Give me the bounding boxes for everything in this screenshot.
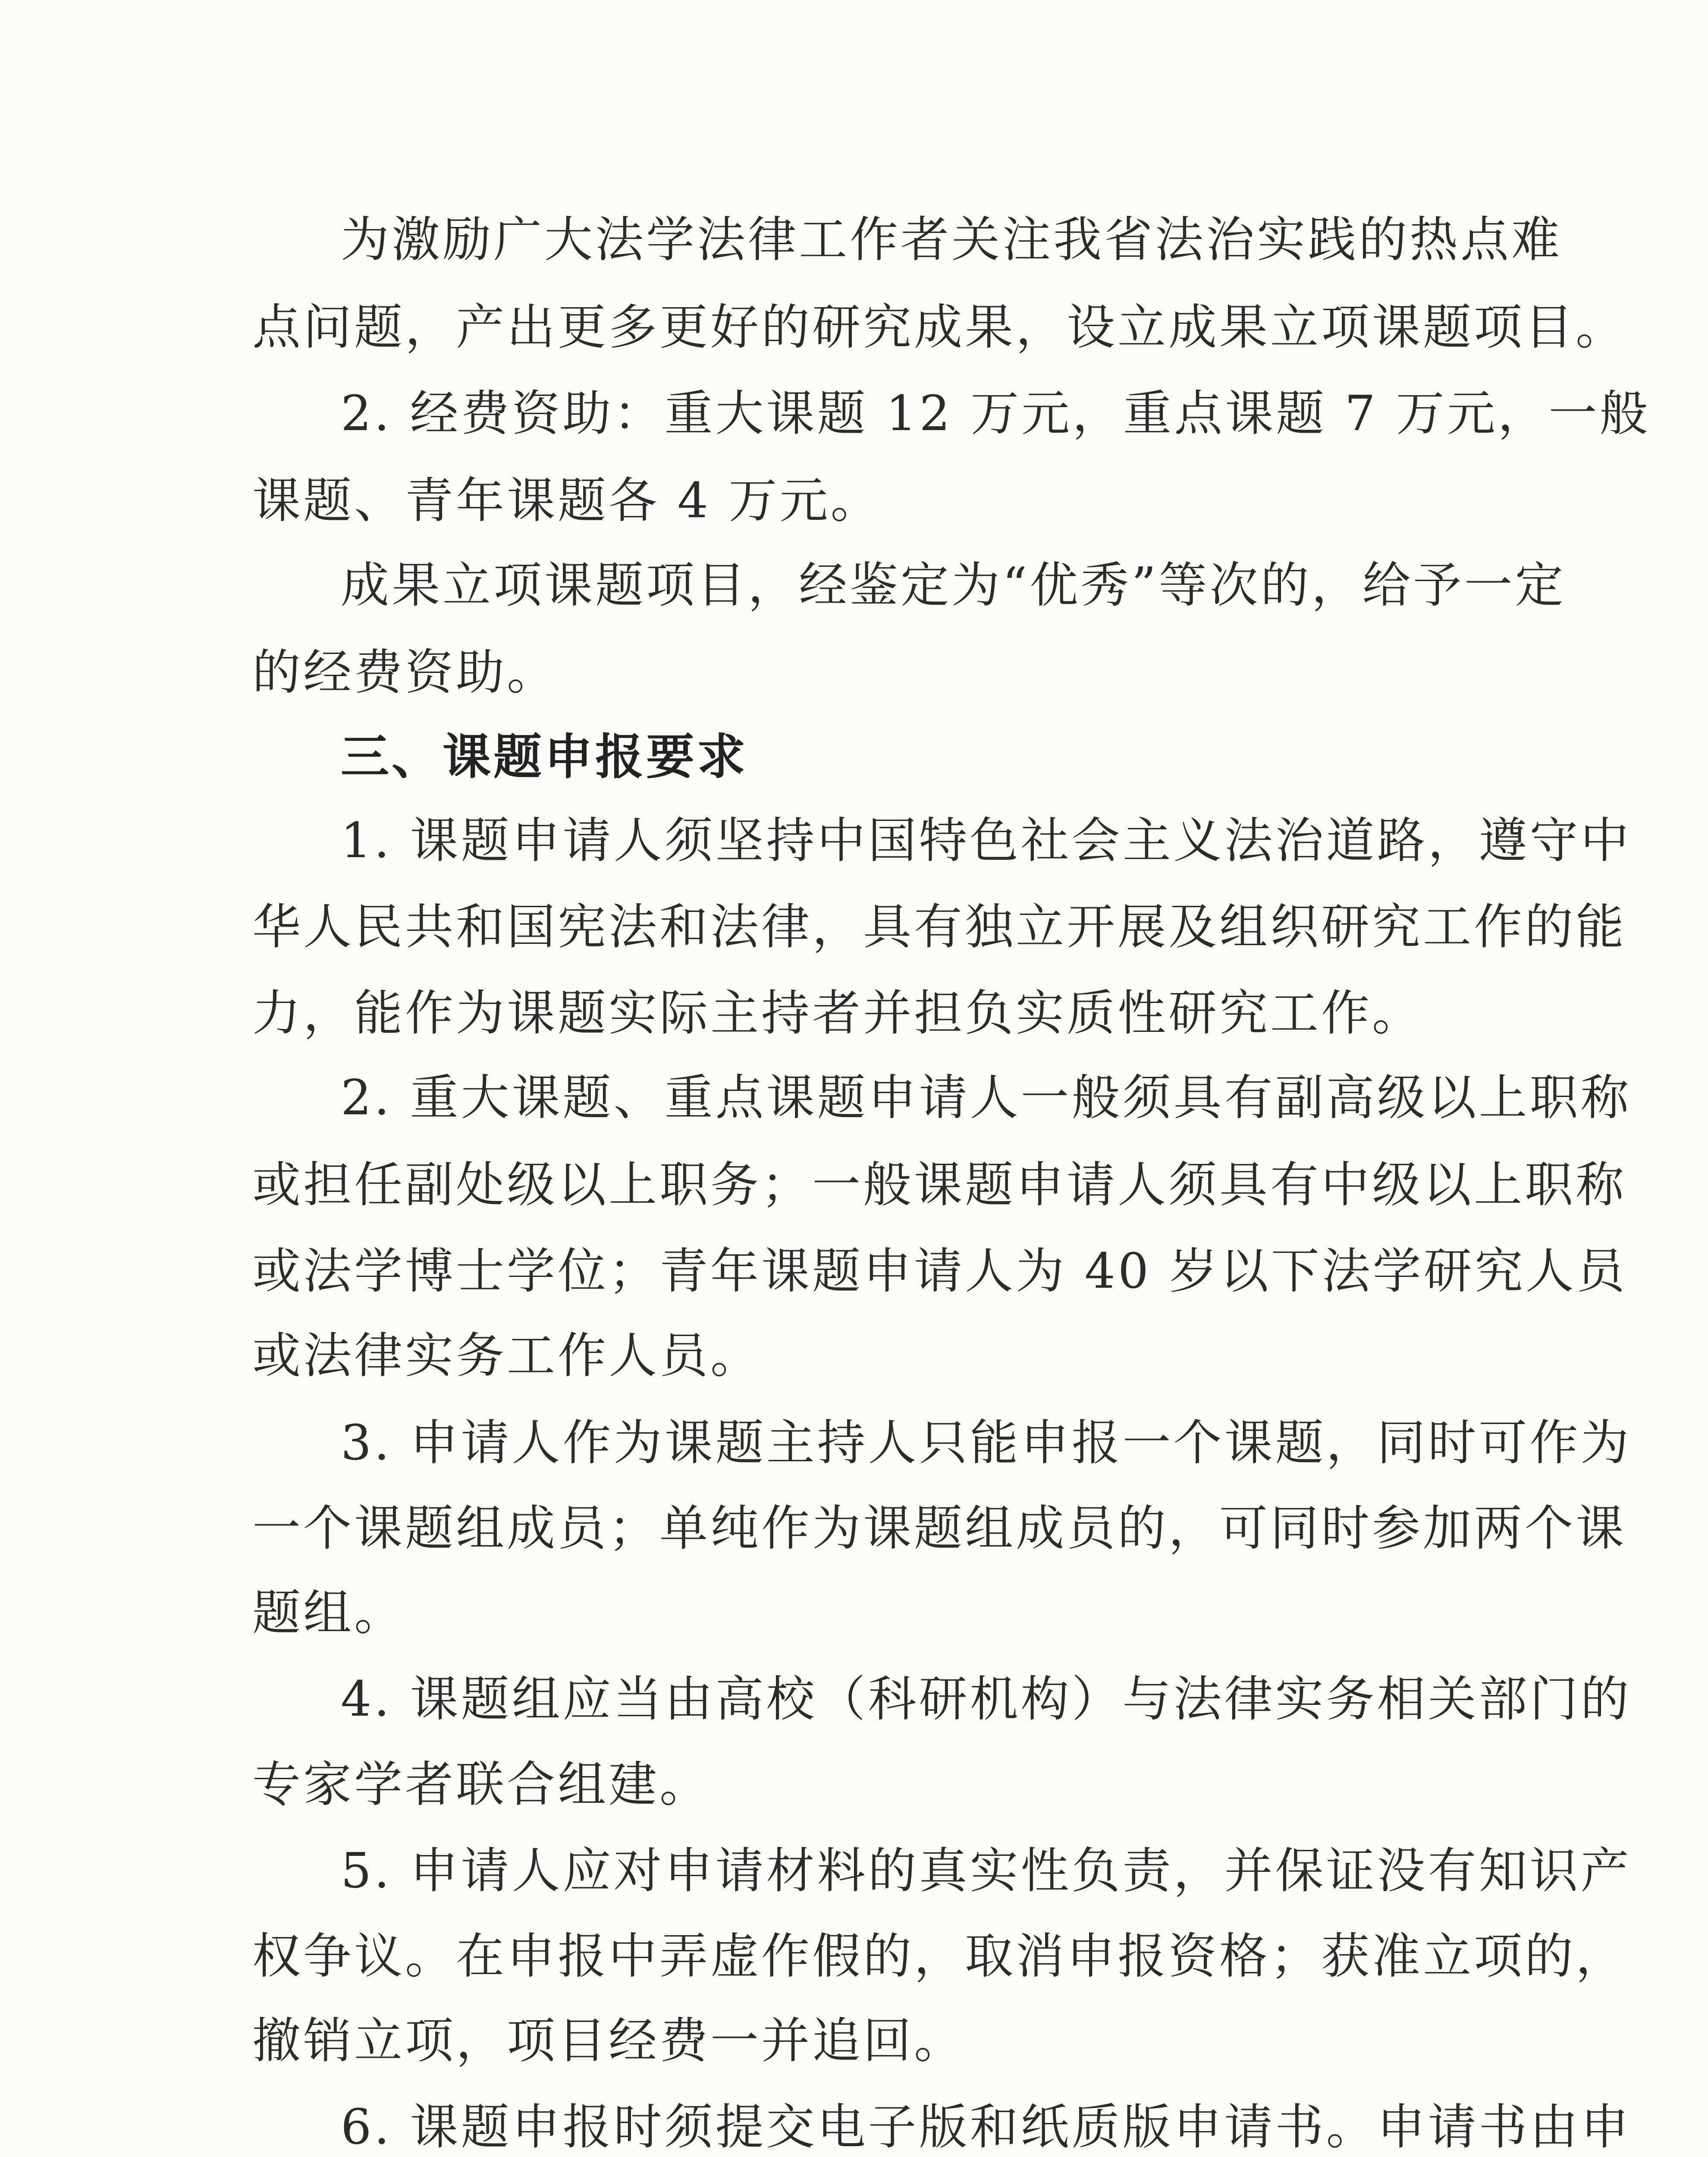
paragraph-1-line-1: 为激励广大法学法律工作者关注我省法治实践的热点难 [341,212,1562,268]
item-1-line-1: 1. 课题申请人须坚持中国特色社会主义法治道路，遵守中 [341,813,1632,869]
item-2-line-1: 2. 重大课题、重点课题申请人一般须具有副高级以上职称 [341,1070,1632,1126]
item-6-line-1: 6. 课题申报时须提交电子版和纸质版申请书。申请书由申 [341,2099,1632,2155]
paragraph-3-line-1: 成果立项课题项目，经鉴定为“优秀”等次的，给予一定 [341,557,1566,613]
paragraph-2-line-2: 课题、青年课题各 4 万元。 [252,473,882,529]
paragraph-2-line-1: 2. 经费资助：重大课题 12 万元，重点课题 7 万元，一般 [341,386,1651,442]
item-5-line-3: 撤销立项，项目经费一并追回。 [252,2013,965,2069]
paragraph-3-line-2: 的经费资助。 [252,645,558,701]
item-4-line-1: 4. 课题组应当由高校（科研机构）与法律实务相关部门的 [341,1671,1632,1727]
item-5-line-2: 权争议。在申报中弄虚作假的，取消申报资格；获准立项的， [252,1928,1626,1984]
item-1-line-3: 力，能作为课题实际主持者并担负实质性研究工作。 [252,985,1423,1041]
item-2-line-3: 或法学博士学位；青年课题申请人为 40 岁以下法学研究人员 [252,1243,1627,1299]
item-4-line-2: 专家学者联合组建。 [252,1757,710,1813]
item-2-line-2: 或担任副处级以上职务；一般课题申请人须具有中级以上职称 [252,1157,1626,1213]
paragraph-1-line-2: 点问题，产出更多更好的研究成果，设立成果立项课题项目。 [252,299,1626,355]
item-2-line-4: 或法律实务工作人员。 [252,1328,761,1384]
item-5-line-1: 5. 申请人应对申请材料的真实性负责，并保证没有知识产 [341,1843,1632,1899]
item-3-line-3: 题组。 [252,1585,405,1641]
item-3-line-2: 一个课题组成员；单纯作为课题组成员的，可同时参加两个课 [252,1500,1626,1556]
item-3-line-1: 3. 申请人作为课题主持人只能申报一个课题，同时可作为 [341,1415,1632,1471]
item-1-line-2: 华人民共和国宪法和法律，具有独立开展及组织研究工作的能 [252,899,1626,955]
section-heading: 三、课题申报要求 [341,729,748,785]
